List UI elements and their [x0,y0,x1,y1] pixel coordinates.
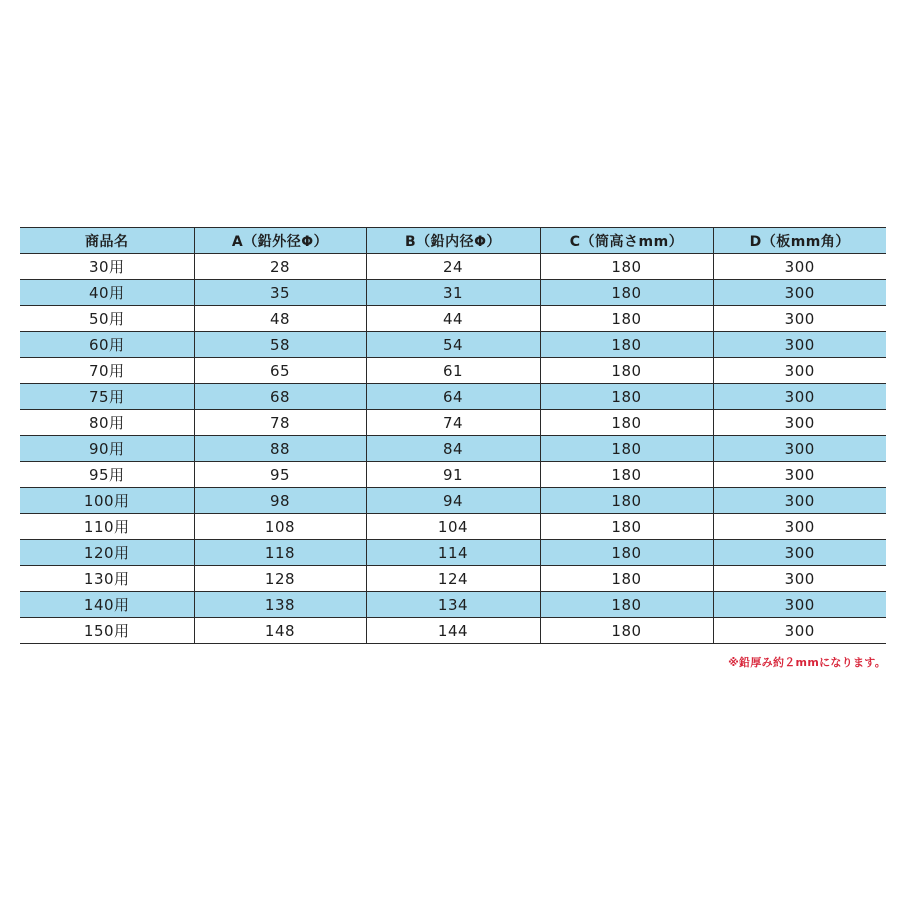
cell-product-name: 110用 [20,514,194,540]
table-row [20,306,886,332]
cell-product-name: 95用 [20,462,194,488]
cell-plate-size: 300 [713,358,886,384]
table-row [20,488,886,514]
cell-tube-height: 180 [540,384,713,410]
cell-plate-size: 300 [713,332,886,358]
cell-inner-diameter: 114 [366,540,540,566]
cell-tube-height: 180 [540,436,713,462]
table-row [20,384,886,410]
cell-inner-diameter: 31 [366,280,540,306]
cell-plate-size: 300 [713,488,886,514]
cell-product-name: 120用 [20,540,194,566]
cell-product-name: 130用 [20,566,194,592]
header-tube-height: C（筒高さmm） [540,228,713,254]
cell-inner-diameter: 24 [366,254,540,280]
cell-inner-diameter: 144 [366,618,540,644]
cell-tube-height: 180 [540,540,713,566]
cell-plate-size: 300 [713,462,886,488]
cell-outer-diameter: 88 [194,436,366,462]
lead-thickness-note: ※鉛厚み約２mmになります。 [728,656,886,669]
table-row [20,436,886,462]
cell-product-name: 80用 [20,410,194,436]
cell-tube-height: 180 [540,488,713,514]
cell-outer-diameter: 48 [194,306,366,332]
cell-tube-height: 180 [540,280,713,306]
cell-outer-diameter: 78 [194,410,366,436]
cell-tube-height: 180 [540,592,713,618]
cell-outer-diameter: 35 [194,280,366,306]
cell-product-name: 140用 [20,592,194,618]
cell-product-name: 150用 [20,618,194,644]
cell-outer-diameter: 95 [194,462,366,488]
cell-product-name: 75用 [20,384,194,410]
cell-inner-diameter: 91 [366,462,540,488]
table-row [20,410,886,436]
cell-inner-diameter: 84 [366,436,540,462]
table-row [20,592,886,618]
table-row [20,540,886,566]
cell-inner-diameter: 64 [366,384,540,410]
table-header-row [20,228,886,254]
cell-product-name: 90用 [20,436,194,462]
cell-outer-diameter: 68 [194,384,366,410]
cell-tube-height: 180 [540,462,713,488]
spec-table [20,227,886,644]
cell-product-name: 60用 [20,332,194,358]
header-inner-diameter: B（鉛内径Φ） [366,228,540,254]
cell-plate-size: 300 [713,410,886,436]
cell-outer-diameter: 138 [194,592,366,618]
cell-inner-diameter: 104 [366,514,540,540]
cell-plate-size: 300 [713,306,886,332]
cell-inner-diameter: 134 [366,592,540,618]
cell-inner-diameter: 61 [366,358,540,384]
cell-plate-size: 300 [713,566,886,592]
cell-inner-diameter: 94 [366,488,540,514]
cell-tube-height: 180 [540,254,713,280]
table-row [20,358,886,384]
cell-product-name: 30用 [20,254,194,280]
cell-plate-size: 300 [713,436,886,462]
table-body [20,254,886,644]
cell-outer-diameter: 148 [194,618,366,644]
table-row [20,254,886,280]
table-row [20,618,886,644]
cell-tube-height: 180 [540,358,713,384]
header-product-name: 商品名 [20,228,194,254]
table-row [20,462,886,488]
table-row [20,566,886,592]
table-row [20,332,886,358]
cell-outer-diameter: 98 [194,488,366,514]
cell-product-name: 100用 [20,488,194,514]
cell-plate-size: 300 [713,384,886,410]
cell-outer-diameter: 128 [194,566,366,592]
cell-inner-diameter: 54 [366,332,540,358]
cell-plate-size: 300 [713,618,886,644]
cell-product-name: 70用 [20,358,194,384]
cell-tube-height: 180 [540,618,713,644]
cell-outer-diameter: 58 [194,332,366,358]
cell-outer-diameter: 65 [194,358,366,384]
cell-outer-diameter: 108 [194,514,366,540]
cell-product-name: 40用 [20,280,194,306]
cell-plate-size: 300 [713,254,886,280]
header-outer-diameter: A（鉛外径Φ） [194,228,366,254]
cell-product-name: 50用 [20,306,194,332]
spec-table-container [20,227,886,644]
cell-tube-height: 180 [540,306,713,332]
cell-inner-diameter: 74 [366,410,540,436]
table-row [20,514,886,540]
cell-plate-size: 300 [713,540,886,566]
cell-plate-size: 300 [713,280,886,306]
header-plate-size: D（板mm角） [713,228,886,254]
cell-inner-diameter: 44 [366,306,540,332]
cell-outer-diameter: 28 [194,254,366,280]
cell-outer-diameter: 118 [194,540,366,566]
cell-tube-height: 180 [540,332,713,358]
cell-tube-height: 180 [540,514,713,540]
cell-tube-height: 180 [540,566,713,592]
cell-plate-size: 300 [713,592,886,618]
cell-inner-diameter: 124 [366,566,540,592]
cell-tube-height: 180 [540,410,713,436]
cell-plate-size: 300 [713,514,886,540]
table-row [20,280,886,306]
